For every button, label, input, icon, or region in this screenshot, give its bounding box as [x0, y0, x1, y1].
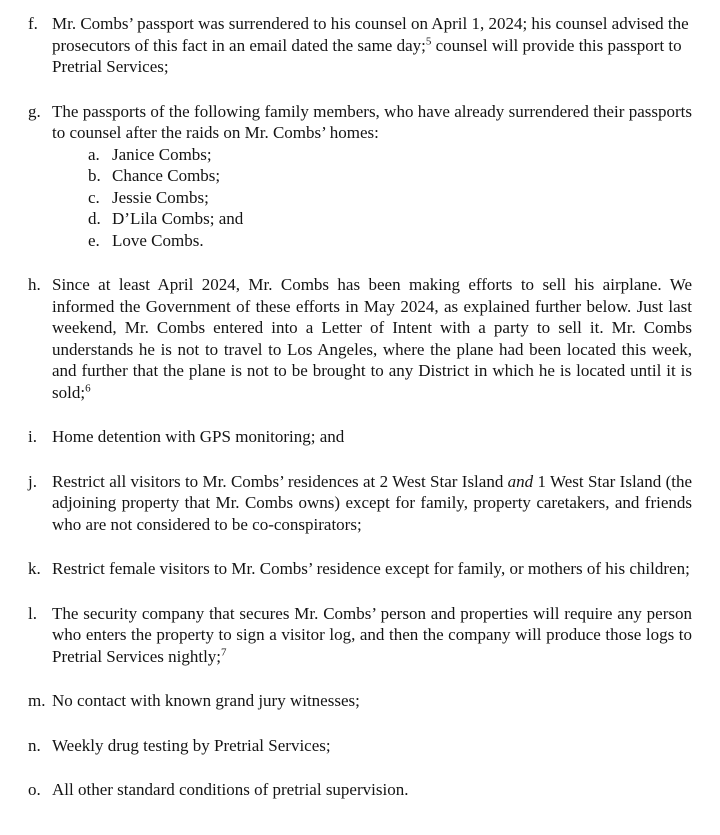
text-segment: and — [507, 471, 534, 491]
list-item-letter: f. — [28, 14, 38, 33]
list-item — [28, 779, 692, 801]
footnote-ref: 5 — [425, 34, 432, 47]
list-item-letter: g. — [28, 101, 41, 121]
sub-item-text: Chance Combs; — [112, 166, 221, 185]
list-item-body — [52, 471, 692, 536]
sub-item-letter: e. — [88, 230, 100, 250]
list-item-text — [52, 426, 692, 448]
sub-item-text: Janice Combs; — [112, 144, 212, 164]
list-item — [28, 13, 692, 78]
list-item-letter: j. — [28, 471, 37, 491]
sub-list-item — [88, 144, 692, 166]
sub-item-letter: a. — [88, 144, 100, 164]
list-item-body — [52, 603, 692, 668]
list-item-body — [52, 274, 692, 403]
list-item-text — [52, 274, 692, 403]
sub-list-item — [88, 230, 692, 252]
list-item-letter: m. — [28, 691, 46, 710]
list-item — [28, 471, 692, 536]
list-item-body — [52, 101, 692, 252]
list-item-body — [52, 690, 692, 712]
list-item-letter: h. — [28, 275, 41, 294]
list-item-letter: o. — [28, 780, 41, 799]
list-item — [28, 558, 692, 580]
list-item — [28, 735, 692, 757]
text-segment: 1 West Star Island (the adjoining property that Mr. Combs owns) except for family, property caretakers, and friends who are not considered to be co-conspirators; — [52, 471, 692, 534]
sub-item-letter: c. — [88, 187, 100, 207]
sub-list-item — [88, 187, 692, 209]
list-item-text — [52, 558, 692, 580]
list-item-body — [52, 558, 692, 580]
list-item-letter: l. — [28, 603, 37, 623]
text-segment: counsel will provide this passport to Pretrial Services; — [52, 35, 682, 76]
sub-item-text: Love Combs. — [112, 230, 204, 250]
list-item-body — [52, 426, 692, 448]
list-item — [28, 101, 692, 252]
text-segment: The passports of the following family members, who have already surrendered their passports to counsel after the raids on Mr. Combs’ homes: — [52, 101, 692, 142]
list-item-text — [52, 13, 692, 78]
text-segment: Restrict female visitors to Mr. Combs’ residence except for family, or mothers of his children; — [52, 559, 690, 578]
text-segment: Since at least April 2024, Mr. Combs has been making efforts to sell his airplane. We informed the Government of these efforts in May 2024, as explained further below. Just last weekend, Mr. Combs entered into a Letter of Intent with a party to sell it. Mr. Combs understands he is not to travel to Los Angeles, where the plane had been located this week, and further that the plane is not to be brought to any District in which he is located until it is sold; — [52, 275, 692, 402]
list-item — [28, 274, 692, 403]
footnote-ref: 6 — [85, 381, 91, 394]
sub-list — [88, 144, 692, 252]
list-item-letter: k. — [28, 559, 41, 578]
list-item-text — [52, 101, 692, 144]
list-item-body — [52, 779, 692, 801]
sub-item-letter: b. — [88, 166, 101, 185]
conditions-list — [28, 13, 692, 801]
text-segment: Mr. Combs’ passport was surrendered to his counsel on April 1, 2024; his counsel advised the prosecutors of this fact in an email dated the same day; — [52, 14, 689, 55]
list-item — [28, 603, 692, 668]
text-segment: Restrict all visitors to Mr. Combs’ residences at 2 West Star Island — [52, 471, 508, 491]
list-item — [28, 690, 692, 712]
sub-item-text: D’Lila Combs; and — [112, 209, 244, 228]
sub-list-item — [88, 165, 692, 187]
list-item-text — [52, 690, 692, 712]
list-item-text — [52, 779, 692, 801]
list-item — [28, 426, 692, 448]
footnote-ref: 7 — [221, 645, 227, 658]
text-segment: Weekly drug testing by Pretrial Services; — [52, 735, 331, 755]
text-segment: All other standard conditions of pretrial supervision. — [52, 780, 409, 799]
text-segment: The security company that secures Mr. Combs’ person and properties will require any person who enters the property to sign a visitor log, and then the company will produce those logs to Pretrial Services nightly; — [52, 603, 692, 666]
list-item-letter: n. — [28, 735, 41, 755]
list-item-text — [52, 735, 692, 757]
text-segment: Home detention with GPS monitoring; and — [52, 427, 345, 446]
list-item-text — [52, 471, 692, 536]
sub-list-item — [88, 208, 692, 230]
sub-item-letter: d. — [88, 209, 101, 228]
list-item-letter: i. — [28, 427, 37, 446]
list-item-body — [52, 735, 692, 757]
list-item-text — [52, 603, 692, 668]
sub-item-text: Jessie Combs; — [112, 187, 209, 207]
list-item-body — [52, 13, 692, 78]
text-segment: No contact with known grand jury witnesses; — [52, 691, 360, 710]
